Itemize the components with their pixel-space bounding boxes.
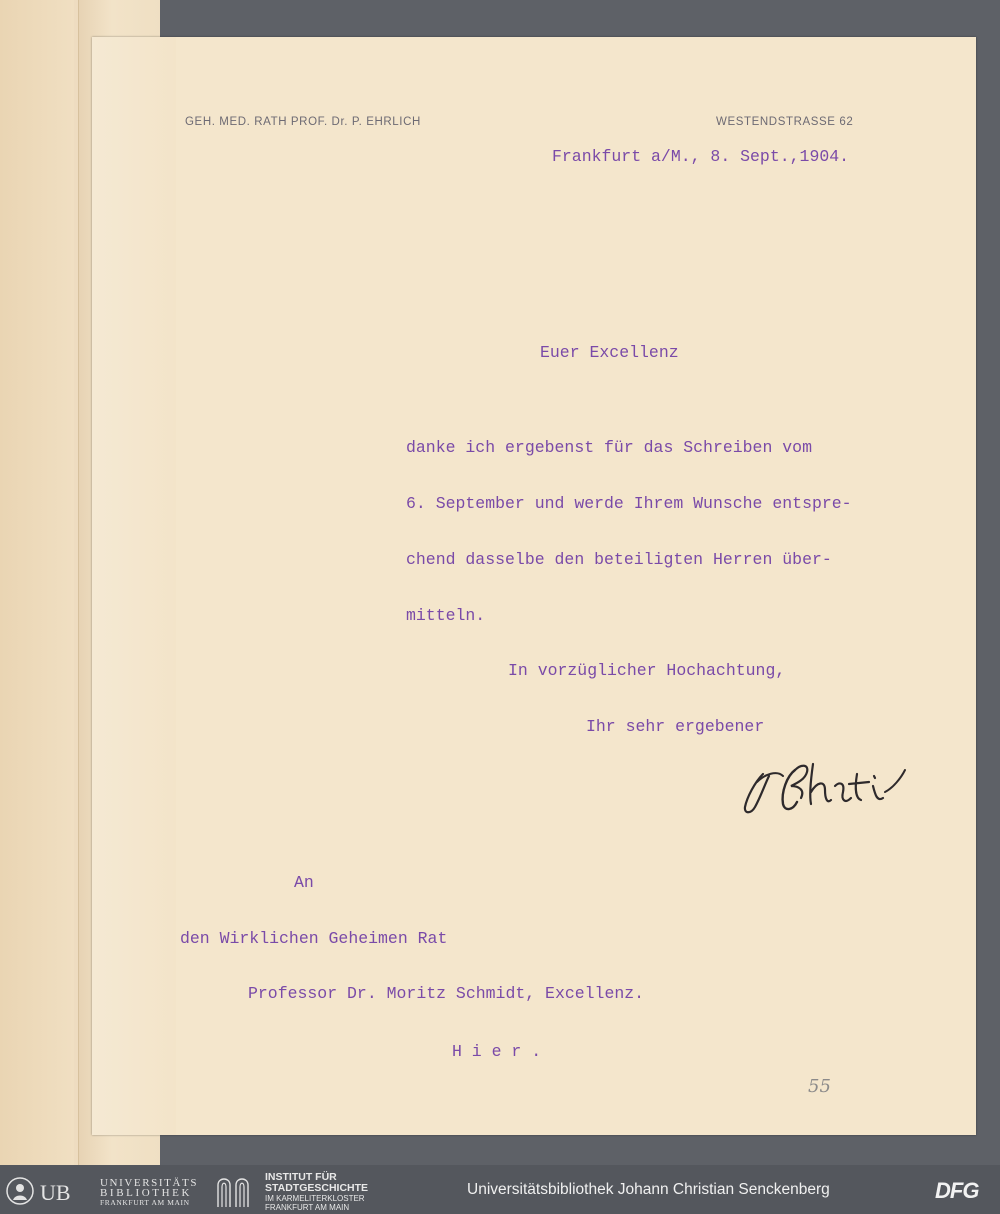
sheet-edge <box>92 37 176 1135</box>
isg-line-3: IM KARMELITERKLOSTER <box>265 1194 365 1203</box>
ub-mark: UB <box>40 1180 71 1205</box>
folio-number: 55 <box>808 1076 831 1097</box>
ub-name <box>100 1178 198 1208</box>
address-an: An <box>294 873 314 892</box>
dfg-logo[interactable]: DFG <box>935 1178 979 1203</box>
ub-line-1: UNIVERSITÄTS <box>100 1177 199 1189</box>
salutation: Euer Excellenz <box>540 343 679 362</box>
album-inner-page <box>0 0 74 1165</box>
ub-logo-icon[interactable] <box>4 1175 96 1207</box>
handwritten-signature <box>735 752 915 827</box>
address-line: H i e r . <box>452 1042 542 1061</box>
isg-name <box>265 1172 368 1212</box>
letterhead-sender: GEH. MED. RATH PROF. Dr. P. EHRLICH <box>185 116 421 128</box>
date-line: Frankfurt a/M., 8. Sept.,1904. <box>552 147 850 166</box>
isg-line-2: STADTGESCHICHTE <box>265 1182 369 1194</box>
ub-line-3: FRANKFURT AM MAIN <box>100 1198 190 1207</box>
isg-logo-icon[interactable] <box>214 1173 258 1209</box>
isg-line-1: INSTITUT FÜR <box>265 1171 337 1183</box>
isg-line-4: FRANKFURT AM MAIN <box>265 1203 350 1212</box>
body-line: 6. September und werde Ihrem Wunsche entspre- <box>406 494 852 513</box>
body-line: mitteln. <box>406 606 486 625</box>
address-line: Professor Dr. Moritz Schmidt, Excellenz. <box>248 984 645 1003</box>
closing-line: Ihr sehr ergebener <box>586 717 765 736</box>
letter-sheet <box>92 37 976 1135</box>
closing-line: In vorzüglicher Hochachtung, <box>508 661 786 680</box>
footer-title[interactable]: Universitätsbibliothek Johann Christian Senckenberg <box>467 1181 830 1198</box>
footer-bar <box>0 1165 1000 1214</box>
ub-line-2: BIBLIOTHEK <box>100 1187 192 1199</box>
address-line: den Wirklichen Geheimen Rat <box>180 929 448 948</box>
letterhead-address: WESTENDSTRASSE 62 <box>716 116 854 128</box>
body-line: chend dasselbe den beteiligten Herren über- <box>406 550 832 569</box>
body-line: danke ich ergebenst für das Schreiben vom <box>406 438 812 457</box>
